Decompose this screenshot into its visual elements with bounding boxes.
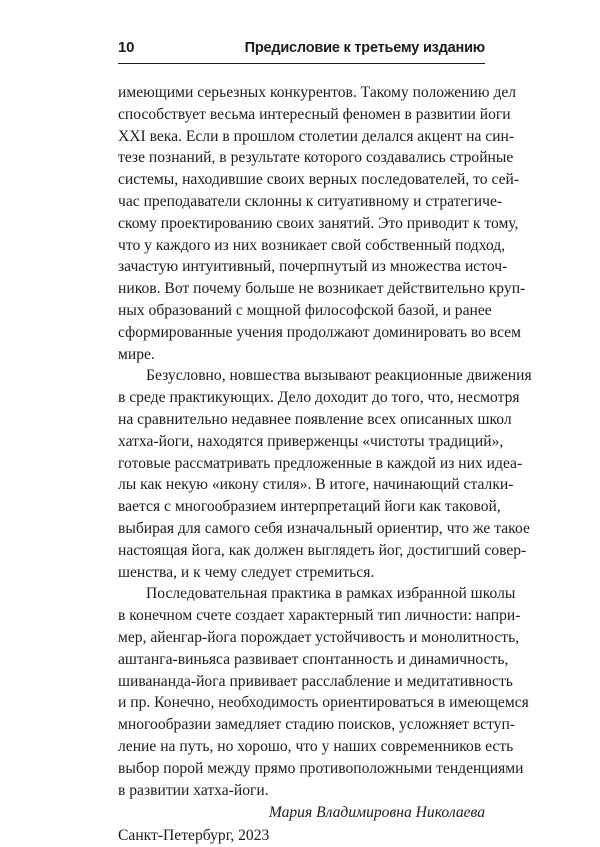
- body-text: [118, 82, 532, 801]
- text-line: шенства, и к чему следует стремиться.: [118, 563, 375, 581]
- text-line: аштанга-виньяса развивает спонтанность и динамичность,: [118, 650, 509, 668]
- text-line: в конечном счете создает характерный тип личности: напри-: [118, 607, 521, 625]
- text-line: зачастую интуитивный, почерпнутый из множества источ-: [118, 258, 508, 276]
- text-line: и пр. Конечно, необходимость ориентироваться в имеющемся: [118, 694, 529, 712]
- text-line: настоящая йога, как должен выглядеть йог, достигший совер-: [118, 541, 527, 559]
- text-line: мире.: [118, 345, 155, 363]
- text-line: способствует весьма интересный феномен в развитии йоги: [118, 105, 511, 123]
- text-line: что у каждого из них возникает свой собственный подход,: [118, 236, 506, 254]
- page-number: 10: [118, 39, 135, 56]
- text-line: хатха-йоги, находятся приверженцы «чистоты традиций»,: [118, 432, 504, 450]
- text-line: в среде практикующих. Дело доходит до того, что, несмотря: [118, 389, 520, 407]
- text-line: системы, находившие своих верных последователей, то сей-: [118, 171, 520, 189]
- text-line: лы как некую «икону стиля». В итоге, начинающий сталки-: [118, 476, 514, 494]
- text-line: час преподаватели склонны к ситуативному и стратегиче-: [118, 192, 503, 210]
- running-header: [118, 38, 485, 64]
- text-line: многообразии замедляет стадию поисков, усложняет вступ-: [118, 716, 515, 734]
- text-line: XXI века. Если в прошлом столетии делался акцент на син-: [118, 127, 515, 145]
- text-line: в развитии хатха-йоги.: [118, 781, 269, 799]
- text-line: имеющими серьезных конкурентов. Такому положению дел: [118, 84, 517, 101]
- text-line: мер, айенгар-йога порождает устойчивость и монолитность,: [118, 628, 520, 646]
- text-line: ление на путь, но хорошо, что у наших современников есть: [118, 737, 514, 755]
- text-line: Последовательная практика в рамках избранной школы: [146, 585, 516, 603]
- text-line: вается с многообразием интерпретаций йоги как таковой,: [118, 498, 501, 516]
- text-line: Безусловно, новшества вызывают реакционные движения: [146, 367, 532, 385]
- paragraph: [118, 583, 529, 801]
- text-line: тезе познаний, в результате которого создавались стройные: [118, 149, 514, 167]
- book-page: [118, 38, 532, 847]
- text-line: выбор порой между прямо противоположными тенденциями: [118, 759, 524, 777]
- text-line: сформированные учения продолжают доминировать во всем: [118, 323, 521, 341]
- text-line: скому проектированию своих занятий. Это приводит к тому,: [118, 214, 519, 232]
- paragraph: [118, 82, 526, 365]
- text-line: выбирая для самого себя изначальный ориентир, что же такое: [118, 519, 530, 537]
- paragraph: [118, 365, 532, 583]
- text-line: шивананда-йога прививает расслабление и медитативность: [118, 672, 513, 690]
- text-line: готовые рассматривать предложенные в каждой из них идеа-: [118, 454, 523, 472]
- place-and-date: Санкт-Петербург, 2023: [118, 827, 270, 845]
- text-line: ных образований с мощной философской базой, и ранее: [118, 301, 492, 319]
- author-signature: Мария Владимировна Николаева: [268, 804, 485, 822]
- running-title: Предисловие к третьему изданию: [244, 40, 485, 56]
- text-line: ников. Вот почему больше не возникает действительно круп-: [118, 280, 526, 298]
- text-line: на сравнительно недавнее появление всех описанных школ: [118, 410, 512, 428]
